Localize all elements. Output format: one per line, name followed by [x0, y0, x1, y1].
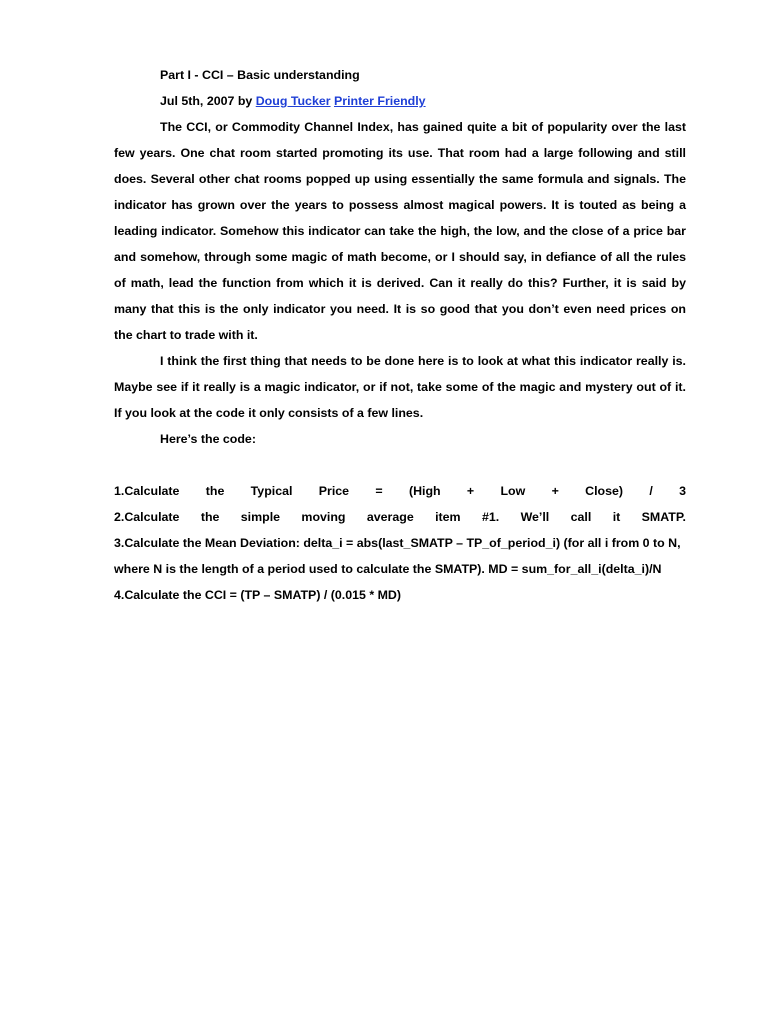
- author-link[interactable]: Doug Tucker: [255, 94, 331, 108]
- step1-word: Price: [318, 484, 350, 498]
- step1-word: +: [551, 484, 559, 498]
- step1-word: Typical: [250, 484, 293, 498]
- step2-word: item: [435, 510, 461, 524]
- byline-date: Jul 5th, 2007 by: [160, 94, 256, 108]
- step2-word: moving: [301, 510, 346, 524]
- step1-word: the: [205, 484, 225, 498]
- step1-word: +: [466, 484, 475, 498]
- code-steps: [114, 478, 686, 608]
- code-step-4: 4.Calculate the CCI = (TP – SMATP) / (0.015 * MD): [114, 588, 402, 602]
- blank-line: [114, 452, 686, 478]
- step2-word: We’ll: [520, 510, 550, 524]
- code-step-2: [114, 504, 686, 530]
- paragraph-analysis: I think the first thing that needs to be done here is to look at what this indicator really is. Maybe see if it really is a magic indicator, or if not, take some of the magic and mystery out of it. If you look at the code it only consists of a few lines.: [114, 354, 686, 420]
- step2-word: 2.Calculate: [114, 510, 180, 524]
- step2-word: it: [612, 510, 621, 524]
- code-step-1: [114, 478, 686, 504]
- step2-word: simple: [240, 510, 281, 524]
- step2-word: #1.: [481, 510, 500, 524]
- step1-word: 1.Calculate: [114, 484, 180, 498]
- step1-word: /: [649, 484, 653, 498]
- step2-word: the: [200, 510, 220, 524]
- step1-word: 3: [679, 484, 686, 498]
- code-step-3-line-2: where N is the length of a period used to calculate the SMATP). MD = sum_for_all_i(delta_i)/N: [114, 562, 662, 576]
- code-step-3-line-1: 3.Calculate the Mean Deviation: delta_i = abs(last_SMATP – TP_of_period_i) (for all i from 0 to N,: [114, 536, 681, 550]
- step2-word: call: [570, 510, 592, 524]
- step1-word: (High: [408, 484, 441, 498]
- printer-friendly-link[interactable]: Printer Friendly: [334, 94, 426, 108]
- code-intro: Here’s the code:: [160, 432, 256, 446]
- step2-word: average: [366, 510, 414, 524]
- paragraph-intro: The CCI, or Commodity Channel Index, has gained quite a bit of popularity over the last few years. One chat room started promoting its use. That room had a large following and still does. Several other chat rooms popped up using essentially the same formula and signals. The indicator has grown over the years to possess almost magical powers. It is touted as being a leading indicator. Somehow this indicator can take the high, the low, and the close of a price bar and somehow, through some magic of math become, or I should say, in defiance of all the rules of math, lead the function from which it is derived. Can it really do this? Further, it is said by many that this is the only indicator you need. It is so good that you don’t even need prices on the chart to trade with it.: [114, 120, 686, 342]
- step1-word: Low: [500, 484, 526, 498]
- step2-word: SMATP.: [641, 510, 686, 524]
- step1-word: Close): [585, 484, 623, 498]
- document-title: Part I - CCI – Basic understanding: [160, 68, 360, 82]
- step1-word: =: [375, 484, 383, 498]
- byline: [114, 88, 686, 114]
- document-body: [114, 62, 686, 608]
